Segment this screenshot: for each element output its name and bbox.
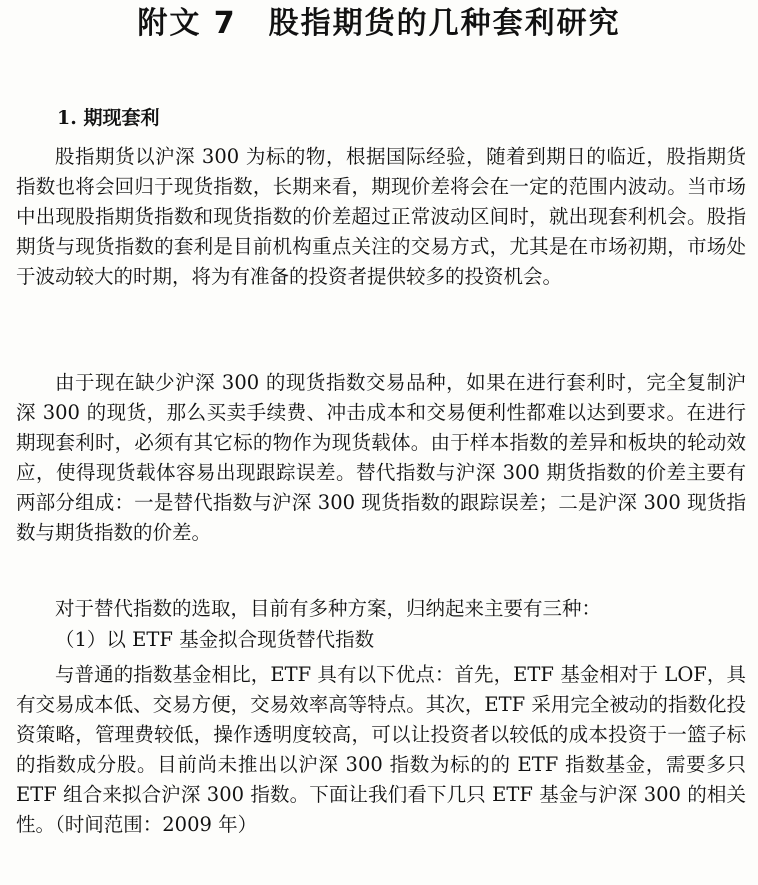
section-heading: 1. 期现套利 bbox=[57, 107, 160, 129]
page-title: 附文 7 股指期货的几种套利研究 bbox=[137, 6, 621, 41]
list-item-heading: （1）以 ETF 基金拟合现货替代指数 bbox=[55, 628, 375, 651]
body-paragraph: 股指期货以沪深 300 为标的物，根据国际经验，随着到期日的临近，股指期货指数也将会回归于现货指数，长期来看，期现价差将会在一定的范围内波动。当市场中出现股指期货指数和现货指数的价差超过正常波动区间时，就出现套利机会。股指期货与现货指数的套利是目前机构重点关注的交易方式，尤其是在市场初期，市场处于波动较大的时期，将为有准备的投资者提供较多的投资机会。 bbox=[16, 145, 746, 288]
body-paragraph: 由于现在缺少沪深 300 的现货指数交易品种，如果在进行套利时，完全复制沪深 300 的现货，那么买卖手续费、冲击成本和交易便利性都难以达到要求。在进行期现套利时，必须有其它标的物作为现货载体。由于样本指数的差异和板块的轮动效应，使得现货载体容易出现跟踪误差。替代指数与沪深 300 期货指数的价差主要有两部分组成：一是替代指数与沪深 300 现货指数的跟踪误差；二是沪深 300 现货指数与期货指数的价差。 bbox=[16, 371, 746, 544]
body-paragraph: 对于替代指数的选取，目前有多种方案，归纳起来主要有三种： bbox=[55, 597, 602, 620]
body-paragraph: 与普通的指数基金相比，ETF 具有以下优点：首先，ETF 基金相对于 LOF，具有交易成本低、交易方便，交易效率高等特点。其次，ETF 采用完全被动的指数化投资策略，管理费较低，操作透明度较高，可以让投资者以较低的成本投资于一篮子标的指数成分股。目前尚未推出以沪深 300 指数为标的的 ETF 指数基金，需要多只 ETF 组合来拟合沪深 300 指数。下面让我们看下几只 ETF 基金与沪深 300 的相关性。（时间范围：2009 年） bbox=[16, 663, 746, 836]
